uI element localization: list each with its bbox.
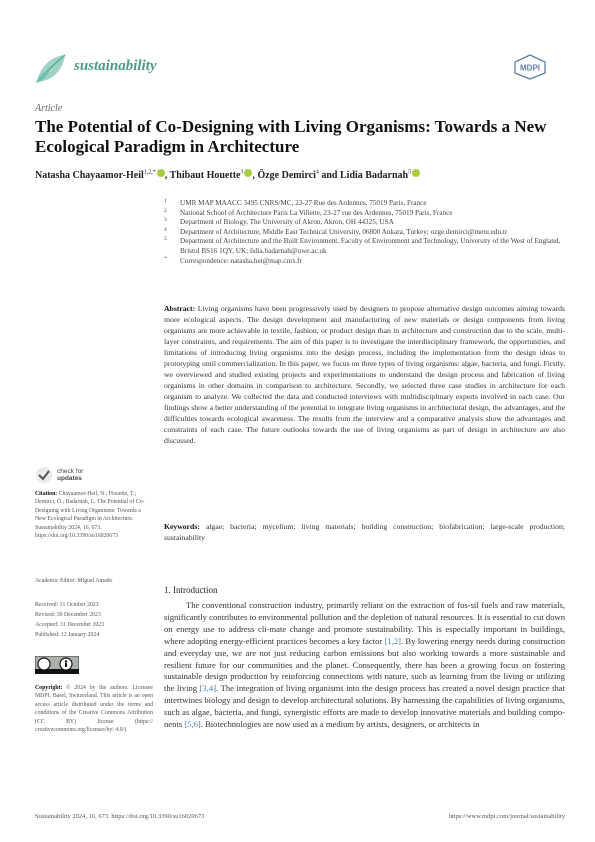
academic-editor: Academic Editor: Miguel Amado [35, 578, 113, 584]
author-affil-sup: 3 [240, 169, 244, 176]
citation-link[interactable]: [5,6] [184, 719, 201, 730]
publication-dates [35, 600, 104, 640]
citation-label: Citation: [35, 491, 58, 497]
author-affil-sup: 1,2,* [143, 169, 156, 176]
abstract-label: Abstract: [164, 304, 196, 313]
journal-leaf-logo-icon [34, 52, 68, 86]
abstract-text: Living organisms have been progressively used by designers to propose alternative design outcomes aiming towards more ecological aspects. The design development and manufacturing of new materials or design components from living organisms are more achievable in textile, fashion, or product design than in architecture and construction due to the scale, multi-layer constraints, and requirements. The aim of this paper is to investigate the interdisciplinary framework, the opportunities, and limitations of introducing living organisms into the design process, including the implementation from the design ideas to prototyping until commercialization. In this paper, we focus on three types of living organisms: algae, bacteria, and fungi. Firstly, we overviewed and studied existing projects and experimentations to understand the design process and fabrication of living organisms in other domains in comparison to architecture. Secondly, we selected three case studies in architecture for each organism to analyze. We collected the data and conducted interviews with multidisciplinary experts involved in each case. Our findings show a better understanding of the potential to integrate living organisms in architectural design, the advantages, and the difficulties towards ecological awareness. The results from the interview and a comparative analysis show the advantages and constraints of each case. The future outlooks towards the use of living organisms as part of design in architecture are also discussed. [164, 304, 565, 445]
keywords-label: Keywords: [164, 522, 200, 531]
date-received: Received: 31 October 2023 [35, 602, 99, 608]
section-heading-introduction: 1. Introduction [164, 585, 218, 595]
copyright-notice [35, 684, 153, 734]
check-updates-icon [35, 466, 53, 484]
citation-text: Chayaamor-Heil, N.; Houette, T.; Demirci, Ö.; Badarnah, L. The Potential of Co-Designing with Living Organisms: Towards a New Ecological Paradigm in Architecture. Sustainability 2024, 16, 673. https://doi.org/10.3390/su16020673 [35, 491, 145, 540]
affiliation-item: 5 Department of Architecture and the Built Environment, Faculty of Environment and Technology, University of the West of England, Bristol BS16 1QY, UK; lidia.badarnah@uwe.ac.uk [164, 236, 561, 255]
date-published: Published: 12 January 2024 [35, 632, 100, 638]
author-separator: and [318, 170, 340, 181]
introduction-paragraph: The conventional construction industry, primarily reliant on the extraction of fos-sil fuels and raw materials, significantly contributes to environmental pollution and the depletion of natural resources. It is essential to cut down on energy use to address cli-mate change and promote sustainability. This is especially important in buildings, where adopting energy-efficient practices becomes a key factor [1,2]. By lowering energy needs during construction and everyday use, we are not just reducing carbon emissions but also working towards a more sustainable and resilient future for our communities and the planet. Consequently, there has been a growing focus on fostering sustainable design production by reinforcing connections with nature, such as learning from the living or utilizing the living [3,4]. The integration of living organisms into the design process has created a novel design practice that intertwines biology and design to develop architectural solutions. By harnessing the capabilities of living organisms, such as algae, bacteria, and fungi, synergistic efforts are made to develop innovative materials and building compo-nents [5,6]. Biotechnologies are now used as a medium by artists, designers, or architects in [164, 600, 565, 730]
affiliation-item: 2 National School of Architecture Paris La Villette, 23-27 rue des Ardennes, 75019 Paris, France [164, 207, 453, 217]
orcid-icon[interactable] [412, 169, 420, 177]
date-revised: Revised: 30 December 2023 [35, 612, 101, 618]
copyright-label: Copyright: [35, 685, 63, 691]
correspondence: * Correspondence: natasha.hei@map.cnrs.fr [164, 255, 302, 265]
check-updates-line2: updates [57, 475, 82, 482]
author-separator: , [164, 170, 170, 181]
citation-link[interactable]: [1,2] [384, 635, 402, 646]
keywords-text: algae; bacteria; mycelium; living materials; building construction; biofabrication; large-scale production; sustainability [164, 522, 565, 542]
journal-name[interactable]: sustainability [74, 58, 157, 74]
mdpi-logo-icon[interactable] [514, 54, 546, 80]
check-for-updates-button[interactable] [35, 466, 83, 484]
affiliation-item: 1 UMR MAP MAACC 3495 CNRS/MC, 23-27 Rue des Ardennes, 75019 Paris, France [164, 198, 427, 207]
article-title: The Potential of Co-Designing with Living Organisms: Towards a New Ecological Paradigm in Architecture [35, 117, 547, 156]
affiliation-item: 3 Department of Biology, The University of Akron, Akron, OH 44325, USA [164, 217, 394, 227]
article-type: Article [35, 103, 63, 114]
author-name[interactable]: Özge Demirci [257, 170, 316, 181]
copyright-text: © 2024 by the authors. Licensee MDPI, Basel, Switzerland. This article is an open access article distributed under the terms and conditions of the Creative Commons Attribution (CC BY) license (https:// creativecommons.org/licenses/by/ 4.0/). [35, 685, 153, 734]
author-list [35, 169, 420, 181]
author-affil-sup: 5 [408, 169, 412, 176]
footer-citation[interactable]: Sustainability 2024, 16, 673. https://doi.org/10.3390/su16020673 [35, 813, 205, 820]
date-accepted: Accepted: 31 December 2023 [35, 622, 105, 628]
author-name[interactable]: Thibaut Houette [169, 170, 241, 181]
author-separator: , [252, 170, 258, 181]
citation-link[interactable]: [3,4] [199, 683, 217, 694]
footer-journal-url[interactable]: https://www.mdpi.com/journal/sustainability [448, 813, 565, 820]
affiliations [164, 199, 564, 266]
author-name[interactable]: Natasha Chayaamor-Heil [35, 170, 144, 181]
abstract [164, 303, 565, 446]
affiliation-item: 4 Department of Architecture, Middle East Technical University, 06800 Ankara, Turkey; ozge.demirci@metu.edu.tr [164, 226, 508, 236]
keywords [164, 521, 565, 543]
author-name[interactable]: Lidia Badarnah [340, 170, 409, 181]
author-affil-sup: 4 [315, 169, 319, 176]
mdpi-logo-text: MDPI [520, 63, 540, 73]
check-updates-line1: check for [57, 468, 84, 475]
citation [35, 490, 153, 540]
cc-by-license-icon[interactable] [35, 656, 79, 674]
orcid-icon[interactable] [157, 169, 165, 177]
